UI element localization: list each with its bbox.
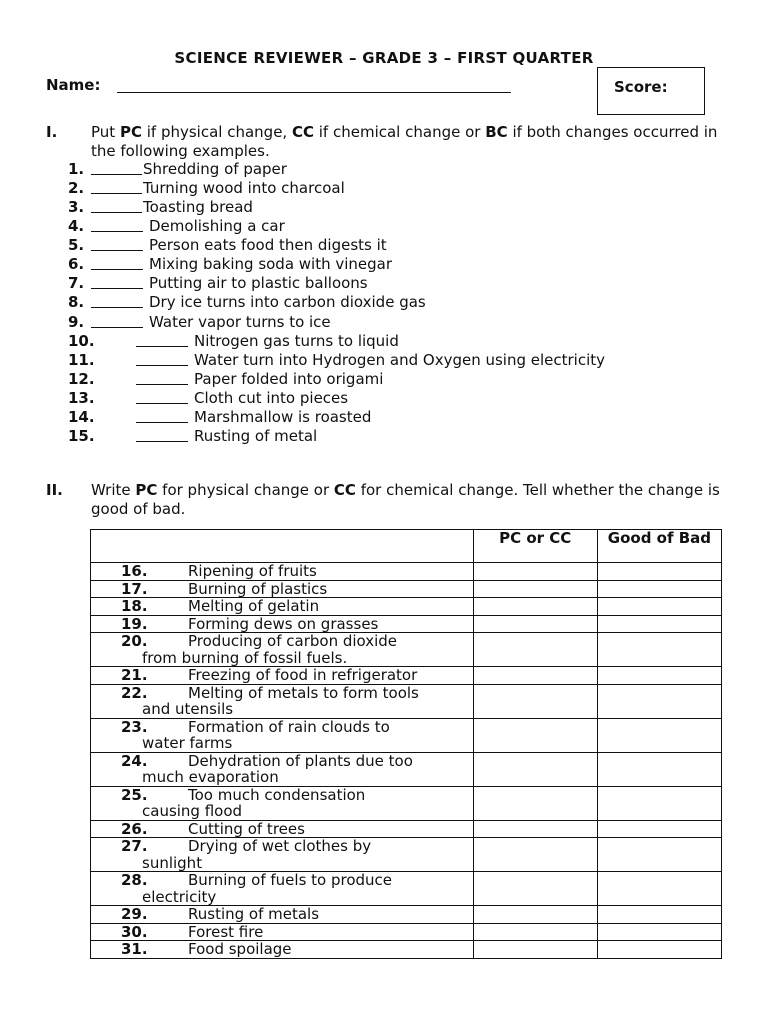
item-number: 30. (121, 922, 148, 941)
table-row (91, 820, 722, 838)
item-text: Forest fire (188, 922, 264, 941)
item-number: 7. (68, 274, 85, 293)
answer-blank[interactable] (136, 351, 188, 366)
table-row (91, 615, 722, 633)
score-label: Score: (614, 78, 668, 96)
table-row (91, 633, 722, 667)
item-text: Burning of fuels to produce (188, 871, 393, 889)
answer-blank[interactable] (136, 332, 188, 347)
name-label: Name: (46, 76, 101, 94)
good-or-bad-answer-cell[interactable] (597, 580, 721, 598)
table-row (91, 838, 722, 872)
part2-instructions: Write PC for physical change or CC for chemical change. Tell whether the change is good of bad. (91, 481, 720, 518)
pc-or-cc-answer-cell[interactable] (473, 598, 597, 616)
good-or-bad-answer-cell[interactable] (597, 598, 721, 616)
pc-or-cc-answer-cell[interactable] (473, 667, 597, 685)
table-row (91, 580, 722, 598)
item-text: Toasting bread (143, 198, 253, 217)
good-or-bad-answer-cell[interactable] (597, 941, 721, 959)
good-or-bad-answer-cell[interactable] (597, 667, 721, 685)
good-or-bad-answer-cell[interactable] (597, 718, 721, 752)
column-header-example (91, 530, 474, 563)
item-number: 24. (121, 751, 148, 770)
answer-blank[interactable] (91, 313, 143, 328)
pc-or-cc-answer-cell[interactable] (473, 633, 597, 667)
item-number: 19. (121, 614, 148, 633)
item-number: 28. (121, 871, 148, 889)
answer-blank[interactable] (91, 236, 143, 251)
item-number: 10. (68, 331, 95, 350)
example-cell (91, 718, 474, 752)
item-text: Dehydration of plants due too (188, 751, 413, 770)
table-row (91, 786, 722, 820)
item-text: Putting air to plastic balloons (149, 274, 368, 293)
answer-blank[interactable] (91, 179, 142, 194)
item-text: Turning wood into charcoal (143, 179, 345, 198)
example-cell (91, 615, 474, 633)
item-number: 16. (121, 562, 148, 580)
item-number: 12. (68, 369, 95, 388)
item-number: 14. (68, 407, 95, 426)
answer-blank[interactable] (136, 408, 188, 423)
item-text: Dry ice turns into carbon dioxide gas (149, 293, 426, 312)
item-text: Freezing of food in refrigerator (188, 666, 418, 684)
answer-blank[interactable] (91, 160, 142, 175)
good-or-bad-answer-cell[interactable] (597, 684, 721, 718)
item-text: Water vapor turns to ice (149, 312, 331, 331)
table-row (91, 923, 722, 941)
part2-numeral: II. (46, 481, 63, 499)
answer-blank[interactable] (136, 389, 188, 404)
pc-or-cc-answer-cell[interactable] (473, 906, 597, 924)
part1-numeral: I. (46, 123, 58, 141)
score-box[interactable] (597, 67, 705, 115)
item-number: 17. (121, 579, 148, 598)
pc-or-cc-answer-cell[interactable] (473, 580, 597, 598)
pc-or-cc-answer-cell[interactable] (473, 718, 597, 752)
item-number: 29. (121, 905, 148, 923)
pc-or-cc-answer-cell[interactable] (473, 615, 597, 633)
pc-or-cc-answer-cell[interactable] (473, 820, 597, 838)
good-or-bad-answer-cell[interactable] (597, 752, 721, 786)
table-row (91, 563, 722, 581)
good-or-bad-answer-cell[interactable] (597, 615, 721, 633)
item-text: Cloth cut into pieces (194, 388, 349, 407)
answer-blank[interactable] (91, 198, 142, 213)
answer-blank[interactable] (91, 293, 143, 308)
example-cell (91, 941, 474, 959)
example-cell (91, 598, 474, 616)
table-row (91, 598, 722, 616)
item-number: 11. (68, 350, 95, 369)
example-cell (91, 667, 474, 685)
example-cell (91, 563, 474, 581)
item-number: 27. (121, 837, 148, 855)
column-header-pc-or-cc: PC or CC (473, 530, 597, 563)
item-number: 15. (68, 426, 95, 445)
example-cell (91, 752, 474, 786)
answer-blank[interactable] (91, 255, 143, 270)
item-text-continued: from burning of fossil fuels. (142, 648, 348, 667)
item-text-continued: water farms (142, 734, 233, 752)
item-text: Forming dews on grasses (188, 614, 379, 633)
item-text: Formation of rain clouds to (188, 717, 390, 736)
good-or-bad-answer-cell[interactable] (597, 633, 721, 667)
item-number: 13. (68, 388, 95, 407)
good-or-bad-answer-cell[interactable] (597, 563, 721, 581)
example-cell (91, 580, 474, 598)
item-text: Water turn into Hydrogen and Oxygen using electricity (194, 350, 606, 369)
pc-or-cc-answer-cell[interactable] (473, 923, 597, 941)
answer-blank[interactable] (91, 217, 143, 232)
pc-or-cc-answer-cell[interactable] (473, 838, 597, 872)
table-row (91, 684, 722, 718)
table-row (91, 752, 722, 786)
item-text: Drying of wet clothes by (188, 837, 372, 855)
item-text: Nitrogen gas turns to liquid (194, 331, 399, 350)
pc-or-cc-answer-cell[interactable] (473, 752, 597, 786)
item-text: Too much condensation (188, 785, 366, 804)
item-number: 8. (68, 293, 85, 312)
item-text-continued: much evaporation (142, 768, 279, 786)
example-cell (91, 633, 474, 667)
good-or-bad-answer-cell[interactable] (597, 820, 721, 838)
table-row (91, 667, 722, 685)
item-number: 18. (121, 597, 148, 615)
item-text: Food spoilage (188, 940, 292, 958)
column-header-good-or-bad: Good of Bad (597, 530, 721, 563)
example-cell (91, 820, 474, 838)
item-number: 23. (121, 717, 148, 736)
good-or-bad-answer-cell[interactable] (597, 838, 721, 872)
part1-instructions: Put PC if physical change, CC if chemical change or BC if both changes occurred in the following examples. (91, 123, 718, 160)
item-number: 22. (121, 683, 148, 702)
item-text: Ripening of fruits (188, 562, 317, 580)
item-text: Producing of carbon dioxide (188, 632, 398, 650)
item-text: Cutting of trees (188, 819, 305, 838)
item-text-continued: and utensils (142, 700, 234, 718)
item-text-continued: sunlight (142, 853, 203, 872)
item-number: 25. (121, 785, 148, 804)
item-number: 26. (121, 819, 148, 838)
pc-or-cc-answer-cell[interactable] (473, 941, 597, 959)
pc-or-cc-answer-cell[interactable] (473, 684, 597, 718)
name-field-line[interactable] (117, 92, 511, 93)
item-text: Demolishing a car (149, 217, 285, 236)
example-cell (91, 923, 474, 941)
table-row (91, 906, 722, 924)
item-text: Mixing baking soda with vinegar (149, 255, 393, 274)
table-row (91, 941, 722, 959)
item-number: 31. (121, 940, 148, 958)
item-text: Person eats food then digests it (149, 236, 387, 255)
good-or-bad-answer-cell[interactable] (597, 786, 721, 820)
item-text: Paper folded into origami (194, 369, 384, 388)
item-number: 6. (68, 255, 85, 274)
good-or-bad-answer-cell[interactable] (597, 906, 721, 924)
item-text: Marshmallow is roasted (194, 407, 372, 426)
example-cell (91, 838, 474, 872)
item-text: Burning of plastics (188, 579, 328, 598)
answer-blank[interactable] (136, 427, 188, 442)
item-text: Melting of gelatin (188, 597, 320, 615)
item-number: 3. (68, 198, 85, 217)
example-cell (91, 684, 474, 718)
item-text: Melting of metals to form tools (188, 683, 419, 702)
example-cell (91, 872, 474, 906)
good-or-bad-answer-cell[interactable] (597, 923, 721, 941)
good-or-bad-answer-cell[interactable] (597, 872, 721, 906)
item-text: Rusting of metals (188, 905, 320, 923)
table-row (91, 872, 722, 906)
item-text: Rusting of metal (194, 426, 318, 445)
pc-or-cc-answer-cell[interactable] (473, 872, 597, 906)
item-text-continued: electricity (142, 887, 217, 906)
item-text: Shredding of paper (143, 160, 287, 178)
example-cell (91, 786, 474, 820)
item-number: 20. (121, 632, 148, 650)
item-number: 5. (68, 236, 85, 255)
item-number: 4. (68, 217, 85, 236)
answer-blank[interactable] (91, 274, 143, 289)
example-cell (91, 906, 474, 924)
item-number: 21. (121, 666, 148, 684)
item-number: 9. (68, 312, 85, 331)
item-number: 1. (68, 160, 85, 178)
changes-table (90, 529, 722, 959)
table-row (91, 718, 722, 752)
answer-blank[interactable] (136, 370, 188, 385)
item-text-continued: causing flood (142, 802, 243, 820)
pc-or-cc-answer-cell[interactable] (473, 563, 597, 581)
item-number: 2. (68, 179, 85, 198)
page-title: SCIENCE REVIEWER – GRADE 3 – FIRST QUARTER (174, 49, 594, 67)
pc-or-cc-answer-cell[interactable] (473, 786, 597, 820)
